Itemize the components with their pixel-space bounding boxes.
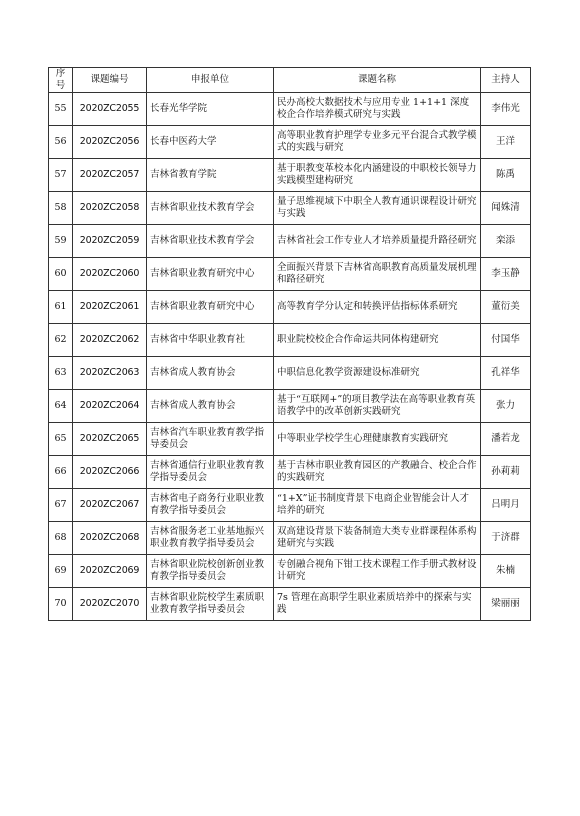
table-row — [49, 159, 531, 192]
cell-host: 栾添 — [481, 225, 531, 258]
cell-project-title: 中等职业学校学生心理健康教育实践研究 — [274, 423, 481, 456]
cell-project-title: 专创融合视角下钳工技术课程工作手册式教材设计研究 — [274, 555, 481, 588]
header-applicant-unit: 申报单位 — [147, 68, 274, 93]
cell-project-title: 高等职业教育护理学专业多元平台混合式教学模式的实践与研究 — [274, 126, 481, 159]
table-row — [49, 456, 531, 489]
cell-applicant-unit: 吉林省通信行业职业教育教学指导委员会 — [147, 456, 274, 489]
cell-host: 李伟光 — [481, 93, 531, 126]
cell-project-code: 2020ZC2059 — [73, 225, 147, 258]
cell-host: 朱楠 — [481, 555, 531, 588]
cell-project-title: 基于“互联网+”的项目教学法在高等职业教育英语教学中的改革创新实践研究 — [274, 390, 481, 423]
table-row — [49, 555, 531, 588]
cell-project-title: “1+X”证书制度背景下电商企业智能会计人才培养的研究 — [274, 489, 481, 522]
cell-applicant-unit: 长春光华学院 — [147, 93, 274, 126]
cell-applicant-unit: 吉林省职业院校学生素质职业教育教学指导委员会 — [147, 588, 274, 621]
cell-host: 潘若龙 — [481, 423, 531, 456]
cell-applicant-unit: 吉林省职业教育研究中心 — [147, 291, 274, 324]
cell-applicant-unit: 吉林省中华职业教育社 — [147, 324, 274, 357]
cell-applicant-unit: 吉林省职业技术教育学会 — [147, 225, 274, 258]
cell-project-code: 2020ZC2064 — [73, 390, 147, 423]
table-row — [49, 390, 531, 423]
table-row — [49, 522, 531, 555]
table-row — [49, 489, 531, 522]
cell-number: 64 — [49, 390, 73, 423]
cell-number: 59 — [49, 225, 73, 258]
cell-project-code: 2020ZC2067 — [73, 489, 147, 522]
cell-applicant-unit: 吉林省职业技术教育学会 — [147, 192, 274, 225]
table-body — [49, 93, 531, 621]
cell-host: 董衍美 — [481, 291, 531, 324]
cell-project-title: 高等教育学分认定和转换评估指标体系研究 — [274, 291, 481, 324]
table-row — [49, 291, 531, 324]
cell-applicant-unit: 吉林省成人教育协会 — [147, 390, 274, 423]
cell-host: 陈禹 — [481, 159, 531, 192]
cell-project-title: 基于职教变革校本化内涵建设的中职校长领导力实践模型建构研究 — [274, 159, 481, 192]
cell-project-title: 吉林省社会工作专业人才培养质量提升路径研究 — [274, 225, 481, 258]
cell-project-title: 中职信息化教学资源建设标准研究 — [274, 357, 481, 390]
cell-host: 于济群 — [481, 522, 531, 555]
cell-applicant-unit: 吉林省职业院校创新创业教育教学指导委员会 — [147, 555, 274, 588]
cell-number: 60 — [49, 258, 73, 291]
cell-project-code: 2020ZC2066 — [73, 456, 147, 489]
cell-number: 68 — [49, 522, 73, 555]
cell-applicant-unit: 吉林省成人教育协会 — [147, 357, 274, 390]
table-row — [49, 225, 531, 258]
cell-project-code: 2020ZC2055 — [73, 93, 147, 126]
cell-project-title: 职业院校校企合作命运共同体构建研究 — [274, 324, 481, 357]
cell-number: 65 — [49, 423, 73, 456]
cell-number: 57 — [49, 159, 73, 192]
cell-project-code: 2020ZC2060 — [73, 258, 147, 291]
cell-host: 梁丽丽 — [481, 588, 531, 621]
table-row — [49, 423, 531, 456]
cell-host: 付国华 — [481, 324, 531, 357]
cell-host: 孙莉莉 — [481, 456, 531, 489]
table-row — [49, 192, 531, 225]
cell-project-code: 2020ZC2068 — [73, 522, 147, 555]
cell-applicant-unit: 吉林省职业教育研究中心 — [147, 258, 274, 291]
table-row — [49, 357, 531, 390]
cell-project-code: 2020ZC2069 — [73, 555, 147, 588]
header-project-code: 课题编号 — [73, 68, 147, 93]
cell-number: 67 — [49, 489, 73, 522]
cell-host: 张力 — [481, 390, 531, 423]
cell-project-title: 7s 管理在高职学生职业素质培养中的探索与实践 — [274, 588, 481, 621]
cell-number: 63 — [49, 357, 73, 390]
cell-number: 70 — [49, 588, 73, 621]
header-number: 序号 — [49, 68, 73, 93]
cell-number: 62 — [49, 324, 73, 357]
cell-host: 吕明月 — [481, 489, 531, 522]
cell-project-code: 2020ZC2057 — [73, 159, 147, 192]
project-table — [48, 67, 531, 621]
cell-project-code: 2020ZC2062 — [73, 324, 147, 357]
cell-applicant-unit: 长春中医药大学 — [147, 126, 274, 159]
cell-applicant-unit: 吉林省电子商务行业职业教育教学指导委员会 — [147, 489, 274, 522]
cell-number: 58 — [49, 192, 73, 225]
cell-host: 闻姝清 — [481, 192, 531, 225]
table-row — [49, 93, 531, 126]
cell-number: 61 — [49, 291, 73, 324]
cell-project-code: 2020ZC2065 — [73, 423, 147, 456]
cell-applicant-unit: 吉林省教育学院 — [147, 159, 274, 192]
header-host: 主持人 — [481, 68, 531, 93]
cell-project-code: 2020ZC2063 — [73, 357, 147, 390]
table-row — [49, 258, 531, 291]
table-row — [49, 588, 531, 621]
cell-project-title: 民办高校大数据技术与应用专业 1+1+1 深度校企合作培养模式研究与实践 — [274, 93, 481, 126]
cell-number: 66 — [49, 456, 73, 489]
cell-project-code: 2020ZC2056 — [73, 126, 147, 159]
cell-project-title: 量子思维视域下中职全人教育通识课程设计研究与实践 — [274, 192, 481, 225]
table-header-row — [49, 68, 531, 93]
cell-applicant-unit: 吉林省汽车职业教育教学指导委员会 — [147, 423, 274, 456]
cell-host: 孔祥华 — [481, 357, 531, 390]
table-row — [49, 324, 531, 357]
cell-project-title: 基于吉林市职业教育园区的产教融合、校企合作的实践研究 — [274, 456, 481, 489]
cell-number: 69 — [49, 555, 73, 588]
cell-number: 55 — [49, 93, 73, 126]
cell-project-title: 全面振兴背景下吉林省高职教育高质量发展机理和路径研究 — [274, 258, 481, 291]
cell-project-code: 2020ZC2070 — [73, 588, 147, 621]
cell-applicant-unit: 吉林省服务老工业基地振兴职业教育教学指导委员会 — [147, 522, 274, 555]
cell-host: 李玉静 — [481, 258, 531, 291]
cell-project-title: 双高建设背景下装备制造大类专业群课程体系构建研究与实践 — [274, 522, 481, 555]
cell-number: 56 — [49, 126, 73, 159]
cell-project-code: 2020ZC2058 — [73, 192, 147, 225]
table-row — [49, 126, 531, 159]
cell-host: 王洋 — [481, 126, 531, 159]
header-project-title: 课题名称 — [274, 68, 481, 93]
cell-project-code: 2020ZC2061 — [73, 291, 147, 324]
